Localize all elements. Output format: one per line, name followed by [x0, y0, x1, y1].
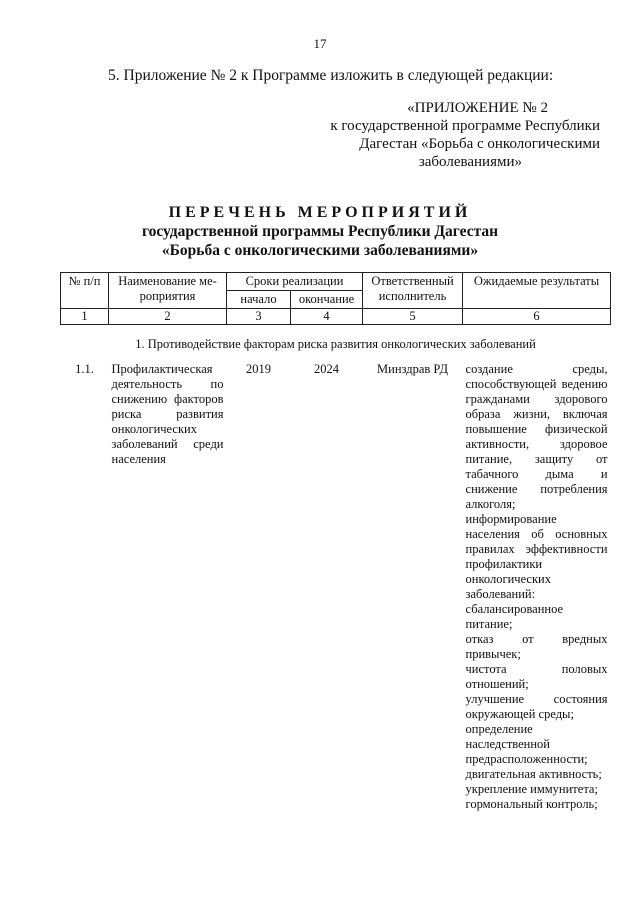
column-number: 1	[61, 309, 109, 325]
header-start: начало	[227, 291, 291, 309]
appendix-line: Дагестан «Борьба с онкологическими	[359, 136, 600, 152]
result-item: отказ от вредных привычек;	[465, 632, 608, 661]
column-number: 3	[227, 309, 291, 325]
header-results: Ожидаемые результаты	[463, 273, 611, 309]
header-name: Наименование ме- роприятия	[109, 273, 227, 309]
header-num: № п/п	[61, 273, 109, 309]
result-item: укрепление иммунитета;	[465, 782, 598, 796]
header-end: окончание	[291, 291, 363, 309]
document-heading	[0, 203, 640, 260]
column-number: 2	[109, 309, 227, 325]
section-row	[61, 325, 611, 361]
row-num: 1.1.	[75, 362, 94, 376]
section-title: 1. Противодействие факторам риска развития онкологических заболеваний	[135, 337, 536, 351]
result-item: чистота половых отношений;	[465, 662, 608, 691]
heading-title: ПЕРЕЧЕНЬ МЕРОПРИЯТИЙ	[168, 204, 472, 221]
result-item: улучшение состояния окружающей среды;	[465, 692, 608, 721]
result-item: двигательная активность;	[465, 767, 602, 781]
column-number: 5	[363, 309, 463, 325]
page-number: 17	[313, 36, 327, 51]
heading-subtitle: «Борьба с онкологическими заболеваниями»	[161, 242, 479, 259]
result-item: информирование населения об основных правилах эффективности профилактики онкологических заболеваний:	[465, 512, 608, 601]
header-responsible: Ответственный исполнитель	[363, 273, 463, 309]
measures-table	[60, 272, 611, 814]
result-item: определение наследственной предрасположенности;	[465, 722, 588, 766]
row-name: Профилактическая деятельность по снижению факторов риска развития онкологических заболеваний среди населения	[111, 362, 224, 466]
result-item: гормональный контроль;	[465, 797, 598, 811]
column-number: 6	[463, 309, 611, 325]
appendix-line: заболеваниями»	[418, 154, 522, 170]
appendix-header	[300, 99, 600, 171]
table-row	[61, 360, 611, 814]
column-number: 4	[291, 309, 363, 325]
appendix-title: «ПРИЛОЖЕНИЕ № 2	[407, 100, 548, 116]
row-start: 2019	[246, 362, 271, 376]
header-terms: Сроки реализации	[227, 273, 363, 291]
result-item: создание среды, способствующей ведению гражданами здорового образа жизни, включая повышение физической активности, здоровое питание, защиту от табачного дыма и снижение потребления алкоголя;	[465, 362, 608, 511]
amendment-intro: 5. Приложение № 2 к Программе изложить в следующей редакции:	[108, 67, 554, 84]
row-results	[463, 360, 611, 814]
row-end: 2024	[314, 362, 339, 376]
result-item: сбалансированное питание;	[465, 602, 564, 631]
row-responsible: Минздрав РД	[377, 362, 448, 376]
column-number-row	[61, 309, 611, 325]
heading-subtitle: государственной программы Республики Дагестан	[141, 223, 499, 240]
appendix-line: к государственной программе Республики	[330, 118, 600, 134]
